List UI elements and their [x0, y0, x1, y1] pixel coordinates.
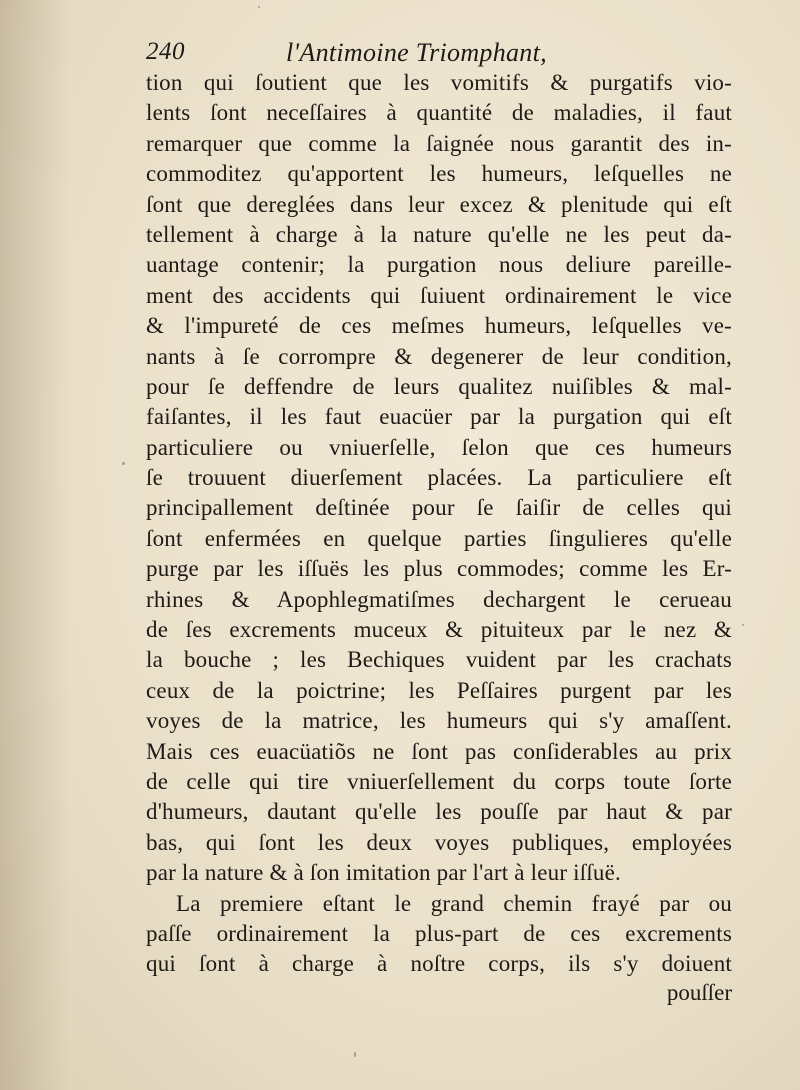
page-gutter-shadow [0, 0, 70, 1090]
text-line: Mais ces euacüatiõs ne ſont pas conſiderables au prix [146, 738, 732, 764]
text-line: lents ſont neceſſaires à quantité de maladies, il faut [146, 100, 732, 126]
text-line: ceux de la poictrine; les Peſſaires purgent par les [146, 677, 732, 703]
paper-speck [354, 1052, 356, 1057]
paragraph-first-line: La premiere eſtant le grand chemin frayé par ou [176, 890, 732, 916]
text-line: ſe trouuent diuerſement placées. La particuliere eſt [146, 465, 732, 491]
text-line: de celle qui tire vniuerſellement du corps toute ſorte [146, 768, 732, 794]
text-line: remarquer que comme la ſaignée nous garantit des in- [146, 130, 732, 156]
text-line: tion qui ſoutient que les vomitifs & purgatifs vio- [146, 70, 732, 95]
text-line: purge par les iſſuës les plus commodes; comme les Er- [146, 556, 732, 582]
catchword: pouſſer [666, 980, 732, 1005]
text-line: commoditez qu'apportent les humeurs, leſquelles ne [146, 161, 732, 187]
body-text [146, 68, 732, 980]
text-line: de ſes excrements muceux & pituiteux par le nez & [146, 617, 732, 643]
paper-speck [742, 624, 744, 626]
text-line: d'humeurs, dautant qu'elle les pouſſe par haut & par [146, 799, 732, 825]
text-line: bas, qui ſont les deux voyes publiques, employées [146, 829, 732, 855]
text-line: par la nature & à ſon imitation par l'art à leur iſſuë. [146, 860, 621, 886]
text-line: principallement deſtinée pour ſe ſaiſir de celles qui [146, 495, 732, 521]
text-line: & l'impureté de ces meſmes humeurs, leſquelles ve- [146, 313, 732, 339]
text-line: rhines & Apophlegmatiſmes dechargent le cerueau [146, 586, 732, 612]
text-line: nants à ſe corrompre & degenerer de leur condition, [146, 343, 732, 369]
text-line: qui ſont à charge à noſtre corps, ils s'y doiuent [146, 951, 732, 977]
paper-speck [122, 462, 125, 465]
text-line: ſont enfermées en quelque parties ſingulieres qu'elle [146, 525, 732, 551]
text-line: tellement à charge à la nature qu'elle ne les peut da- [146, 221, 732, 247]
running-head [146, 36, 726, 70]
text-line: faiſantes, il les faut euacüer par la purgation qui eſt [146, 404, 732, 430]
text-line: particuliere ou vniuerſelle, ſelon que ces humeurs [146, 434, 732, 460]
paper-speck [258, 6, 260, 8]
text-line: paſſe ordinairement la plus-part de ces excrements [146, 920, 732, 946]
text-line: la bouche ; les Bechiques vuident par les crachats [146, 647, 732, 673]
text-line: ment des accidents qui ſuiuent ordinairement le vice [146, 282, 732, 308]
text-line: uantage contenir; la purgation nous deliure pareille- [146, 252, 732, 278]
running-title: l'Antimoine Triomphant, [286, 38, 547, 67]
text-line: voyes de la matrice, les humeurs qui s'y amaſſent. [146, 708, 732, 734]
text-line: pour ſe deffendre de leurs qualitez nuiſibles & mal- [146, 373, 732, 399]
text-line: ſont que dereglées dans leur excez & plenitude qui eſt [146, 191, 732, 217]
page-number: 240 [146, 38, 185, 65]
